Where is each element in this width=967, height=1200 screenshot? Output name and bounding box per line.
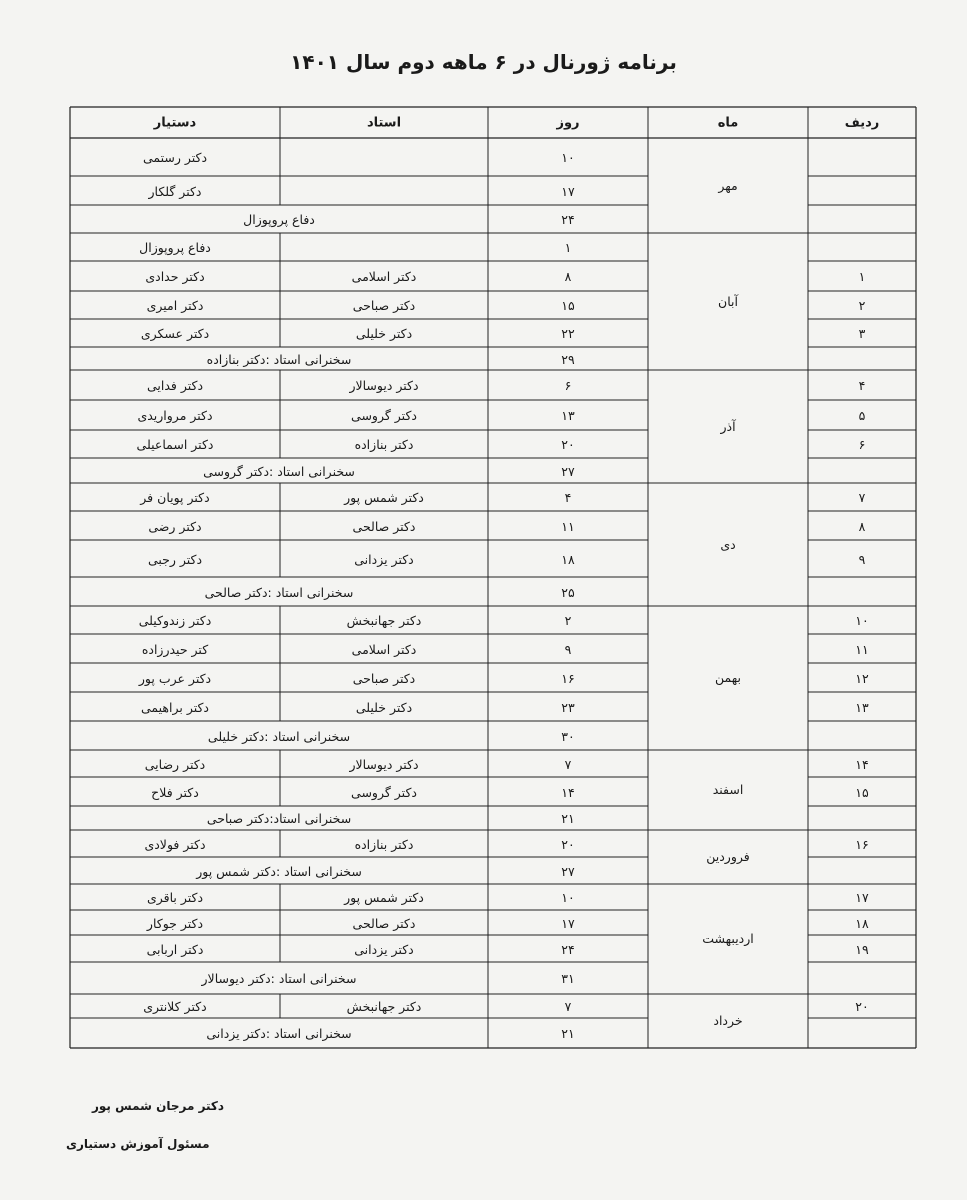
professor-cell: دکتر گروسی [351,784,417,800]
month-cell: اسفند [712,781,744,797]
merged-event-cell: دفاع پروپوزال [243,211,315,227]
professor-cell: دکتر شمس پور [344,489,424,505]
day-cell: ۱۰ [561,149,575,165]
radif-cell: ۶ [858,436,866,452]
header-mah: ماه [717,115,739,130]
merged-event-cell: سخنرانی استاد :دکتر دیوسالار [201,970,357,986]
professor-cell: دکتر شمس پور [344,889,424,905]
day-cell: ۲۹ [561,351,575,367]
professor-cell: دکتر جهانبخش [346,612,422,628]
professor-cell: دکتر صالحی [352,915,416,931]
merged-event-cell: سخنرانی استاد :دکتر خلیلی [207,728,351,744]
radif-cell: ۱۵ [855,784,869,800]
day-cell: ۱۴ [561,784,575,800]
resident-cell: دفاع پروپوزال [139,239,211,255]
merged-event-cell: سخنرانی استاد :دکتر بنازاده [206,351,352,367]
day-cell: ۲۴ [561,211,575,227]
resident-cell: دکتر اسماعیلی [136,436,214,452]
professor-cell: دکتر صالحی [352,518,416,534]
day-cell: ۲۵ [561,584,575,600]
professor-cell: دکتر اسلامی [351,268,417,284]
resident-cell: دکتر جوکار [146,915,204,931]
day-cell: ۷ [564,756,572,772]
day-cell: ۱۱ [561,518,575,534]
resident-cell: دکتر پویان فر [140,489,210,505]
professor-cell: دکتر دیوسالار [349,756,419,772]
day-cell: ۱۸ [561,551,575,567]
resident-cell: دکتر باقری [146,889,204,905]
resident-cell: دکتر رجبی [147,551,203,567]
day-cell: ۱۷ [561,915,575,931]
day-cell: ۲۷ [561,863,575,879]
header-ruz: روز [556,115,580,130]
resident-cell: دکتر کلانتری [143,998,207,1014]
professor-cell: دکتر صباحی [352,670,416,686]
day-cell: ۱۶ [561,670,575,686]
professor-cell: دکتر صباحی [352,297,416,313]
day-cell: ۲۱ [561,810,575,826]
professor-cell: دکتر یزدانی [354,551,414,567]
day-cell: ۲۳ [561,699,575,715]
radif-cell: ۳ [858,325,866,341]
day-cell: ۲۴ [561,941,575,957]
radif-cell: ۲۰ [855,998,869,1014]
resident-cell: دکتر مرواریدی [137,407,213,423]
radif-cell: ۱ [858,268,866,284]
professor-cell: دکتر اسلامی [351,641,417,657]
professor-cell: دکتر بنازاده [354,436,414,452]
merged-event-cell: سخنرانی استاد :دکتر صالحی [204,584,354,600]
day-cell: ۶ [564,377,572,393]
professor-cell: دکتر گروسی [351,407,417,423]
month-cell: بهمن [715,669,741,685]
signatory-name: دکتر مرجان شمس پور [92,1099,225,1113]
day-cell: ۲۰ [561,836,575,852]
header-dastyar: دستیار [153,115,197,130]
professor-cell: دکتر دیوسالار [349,377,419,393]
professor-cell: دکتر جهانبخش [346,998,422,1014]
day-cell: ۸ [564,268,572,284]
radif-cell: ۱۳ [855,699,869,715]
resident-cell: دکتر فدایی [146,377,204,393]
header-ostad: استاد [366,115,402,130]
month-cell: اردیبهشت [702,930,754,946]
day-cell: ۱۰ [561,889,575,905]
day-cell: ۹ [564,641,572,657]
resident-cell: کتر حیدرزاده [141,641,209,657]
resident-cell: دکتر حدادی [145,268,205,284]
resident-cell: دکتر فلاح [151,784,199,800]
page-title: برنامه ژورنال در ۶ ماهه دوم سال ۱۴۰۱ [290,50,677,74]
signatory-role: مسئول آموزش دستیاری [66,1137,210,1151]
professor-cell: دکتر خلیلی [355,325,413,341]
radif-cell: ۸ [858,518,866,534]
day-cell: ۱۷ [561,183,575,199]
resident-cell: دکتر براهیمی [140,699,210,715]
day-cell: ۲۱ [561,1025,575,1041]
radif-cell: ۱۴ [855,756,869,772]
day-cell: ۴ [564,489,572,505]
month-cell: مهر [718,177,738,193]
merged-event-cell: سخنرانی استاد :دکتر گروسی [203,463,355,479]
day-cell: ۷ [564,998,572,1014]
resident-cell: دکتر عسکری [140,325,210,341]
radif-cell: ۷ [858,489,866,505]
day-cell: ۱۳ [561,407,575,423]
radif-cell: ۱۰ [855,612,869,628]
day-cell: ۲ [564,612,572,628]
day-cell: ۲۰ [561,436,575,452]
professor-cell: دکتر یزدانی [354,941,414,957]
resident-cell: دکتر رضایی [144,756,206,772]
radif-cell: ۱۶ [855,836,869,852]
header-radif: ردیف [844,115,880,130]
month-cell: فروردین [706,848,750,864]
radif-cell: ۱۲ [855,670,869,686]
radif-cell: ۵ [858,407,866,423]
day-cell: ۲۲ [561,325,575,341]
resident-cell: دکتر فولادی [144,836,206,852]
day-cell: ۲۷ [561,463,575,479]
radif-cell: ۱۸ [855,915,869,931]
merged-event-cell: سخنرانی استاد :دکتر یزدانی [206,1025,352,1041]
radif-cell: ۴ [858,377,866,393]
day-cell: ۳۰ [561,728,575,744]
month-cell: آذر [720,418,736,434]
merged-event-cell: سخنرانی استاد:دکتر صباحی [206,810,352,826]
radif-cell: ۲ [858,297,866,313]
resident-cell: دکتر رضی [148,518,202,534]
radif-cell: ۱۱ [855,641,869,657]
resident-cell: دکتر زندوکیلی [138,612,212,628]
professor-cell: دکتر خلیلی [355,699,413,715]
resident-cell: دکتر عرب پور [138,670,212,686]
month-cell: آبان [718,293,738,309]
radif-cell: ۹ [858,551,866,567]
resident-cell: دکتر امیری [146,297,204,313]
month-cell: خرداد [713,1012,743,1028]
month-cell: دی [720,536,736,552]
resident-cell: دکتر رستمی [142,149,208,165]
day-cell: ۱ [564,239,572,255]
resident-cell: دکتر گلکار [148,183,202,199]
day-cell: ۱۵ [561,297,575,313]
merged-event-cell: سخنرانی استاد :دکتر شمس پور [196,863,362,879]
professor-cell: دکتر بنازاده [354,836,414,852]
day-cell: ۳۱ [561,970,575,986]
radif-cell: ۱۷ [855,889,869,905]
radif-cell: ۱۹ [855,941,869,957]
resident-cell: دکتر اربابی [146,941,204,957]
